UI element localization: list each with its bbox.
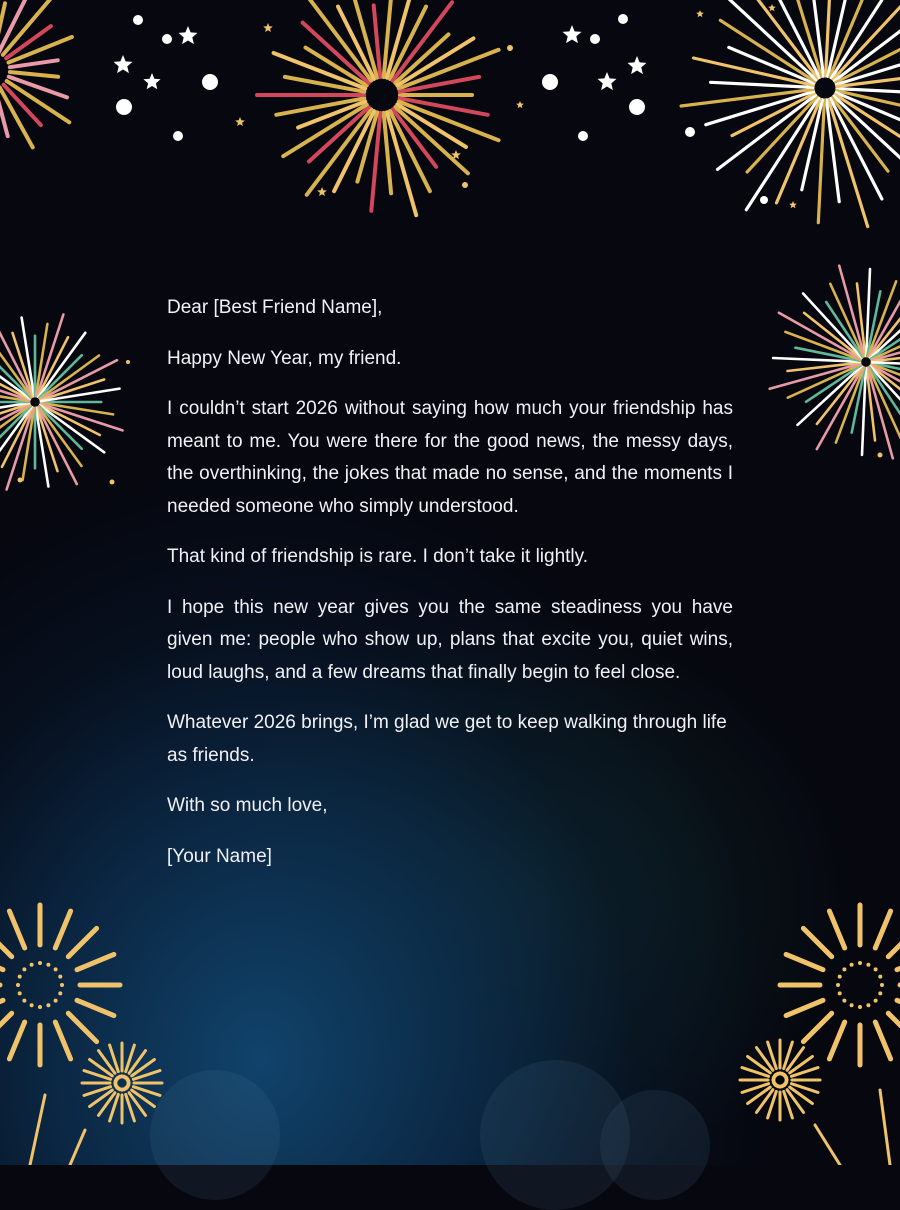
dot-sparkle-icon — [16, 983, 20, 987]
firework-ray — [55, 911, 70, 948]
dot-sparkle-icon — [874, 967, 878, 971]
star-icon — [789, 201, 797, 208]
letter-paragraph: I hope this new year gives you the same steadiness you have given me: people who show up, plans that excite you, quiet wins, loud laughs, and a few dreams that finally begin to feel close. — [167, 592, 733, 690]
letter-closing: With so much love, — [167, 790, 733, 823]
dot-sparkle-icon — [850, 1003, 854, 1007]
star-icon — [563, 25, 582, 43]
dot-sparkle-icon — [629, 99, 645, 115]
letter-paragraph: I couldn’t start 2026 without saying how much your friendship has meant to me. You were there for the good news, the messy days, the overthinking, the jokes that made no sense, and the moments I needed someone who simply understood. — [167, 393, 733, 523]
firework-trail — [30, 1095, 45, 1165]
firework-ray — [387, 112, 416, 215]
firework-burst-icon — [0, 0, 72, 163]
firework-burst-icon — [740, 1040, 820, 1120]
firework-ray — [55, 1022, 70, 1059]
firework-ray — [829, 911, 844, 948]
dot-sparkle-icon — [38, 961, 42, 965]
dot-sparkle-icon — [874, 999, 878, 1003]
firework-ray — [0, 1000, 3, 1015]
letter-opening: Happy New Year, my friend. — [167, 343, 733, 376]
firework-burst-icon — [0, 905, 120, 1065]
dot-sparkle-icon — [880, 983, 884, 987]
firework-ray — [875, 911, 890, 948]
dot-sparkle-icon — [618, 14, 628, 24]
firework-ray — [68, 928, 96, 956]
firework-trail — [815, 1125, 840, 1165]
dot-sparkle-icon — [784, 1076, 788, 1080]
dot-sparkle-icon — [542, 74, 558, 90]
firework-ray — [888, 1013, 900, 1041]
firework-ray — [39, 406, 82, 449]
firework-ray — [0, 954, 3, 969]
firework-ray — [803, 294, 862, 358]
firework-trail — [70, 1130, 85, 1165]
firework-burst-icon — [780, 905, 900, 1065]
firework-ray — [803, 1013, 831, 1041]
dot-sparkle-icon — [836, 983, 840, 987]
firework-ray — [786, 1000, 823, 1015]
dot-sparkle-icon — [878, 975, 882, 979]
firework-ray — [0, 1013, 12, 1041]
dot-sparkle-icon — [22, 967, 26, 971]
dot-sparkle-icon — [30, 1003, 34, 1007]
star-icon — [114, 55, 133, 73]
dot-sparkle-icon — [46, 963, 50, 967]
dot-sparkle-icon — [838, 991, 842, 995]
firework-ray — [786, 954, 823, 969]
dot-sparkle-icon — [878, 453, 883, 458]
dot-sparkle-icon — [462, 182, 468, 188]
dot-sparkle-icon — [760, 196, 768, 204]
firework-ray — [10, 60, 58, 67]
star-icon — [768, 4, 776, 11]
dot-sparkle-icon — [30, 963, 34, 967]
dot-sparkle-icon — [838, 975, 842, 979]
firework-ray — [39, 355, 82, 398]
dot-sparkle-icon — [46, 1003, 50, 1007]
dot-sparkle-icon — [842, 967, 846, 971]
dot-sparkle-icon — [116, 99, 132, 115]
letter-greeting: Dear [Best Friend Name], — [167, 292, 733, 325]
dot-sparkle-icon — [202, 74, 218, 90]
letter-paragraph: Whatever 2026 brings, I’m glad we get to keep walking through life as friends. — [167, 707, 733, 772]
dot-sparkle-icon — [58, 975, 62, 979]
firework-ray — [9, 911, 24, 948]
firework-burst-icon — [770, 266, 900, 459]
dot-sparkle-icon — [110, 480, 115, 485]
star-icon — [598, 72, 617, 90]
dot-sparkle-icon — [18, 991, 22, 995]
firework-burst-icon — [82, 1043, 162, 1123]
star-icon — [696, 10, 704, 17]
star-icon — [317, 187, 327, 196]
star-icon — [143, 73, 160, 89]
letter-body — [167, 292, 733, 891]
dot-sparkle-icon — [133, 15, 143, 25]
dot-sparkle-icon — [578, 131, 588, 141]
star-icon — [628, 56, 647, 74]
firework-ray — [875, 1022, 890, 1059]
dot-sparkle-icon — [685, 127, 695, 137]
letter-signature: [Your Name] — [167, 841, 733, 874]
star-icon — [179, 26, 198, 44]
dot-sparkle-icon — [22, 999, 26, 1003]
firework-burst-icon — [0, 315, 123, 490]
dot-sparkle-icon — [54, 999, 58, 1003]
firework-ray — [0, 928, 12, 956]
dot-sparkle-icon — [126, 1079, 130, 1083]
star-icon — [516, 101, 524, 108]
star-icon — [263, 23, 273, 32]
firework-ray — [77, 954, 114, 969]
firework-ray — [9, 1022, 24, 1059]
dot-sparkle-icon — [58, 991, 62, 995]
dot-sparkle-icon — [18, 975, 22, 979]
firework-trail — [880, 1090, 890, 1165]
firework-ray — [68, 1013, 96, 1041]
dot-sparkle-icon — [173, 131, 183, 141]
firework-burst-icon — [257, 0, 499, 215]
dot-sparkle-icon — [590, 34, 600, 44]
letter-paragraph: That kind of friendship is rare. I don’t take it lightly. — [167, 541, 733, 574]
firework-ray — [746, 98, 818, 210]
firework-ray — [888, 928, 900, 956]
firework-ray — [803, 928, 831, 956]
dot-sparkle-icon — [60, 983, 64, 987]
dot-sparkle-icon — [18, 478, 23, 483]
firework-burst-icon — [681, 0, 900, 227]
dot-sparkle-icon — [858, 1005, 862, 1009]
firework-ray — [798, 366, 862, 425]
firework-ray — [829, 1022, 844, 1059]
dot-sparkle-icon — [507, 45, 513, 51]
dot-sparkle-icon — [858, 961, 862, 965]
dot-sparkle-icon — [850, 963, 854, 967]
dot-sparkle-icon — [126, 360, 130, 364]
dot-sparkle-icon — [866, 963, 870, 967]
dot-sparkle-icon — [866, 1003, 870, 1007]
dot-sparkle-icon — [162, 34, 172, 44]
star-icon — [235, 117, 245, 126]
firework-ray — [10, 72, 58, 77]
firework-ray — [77, 1000, 114, 1015]
dot-sparkle-icon — [842, 999, 846, 1003]
dot-sparkle-icon — [54, 967, 58, 971]
dot-sparkle-icon — [38, 1005, 42, 1009]
dot-sparkle-icon — [878, 991, 882, 995]
